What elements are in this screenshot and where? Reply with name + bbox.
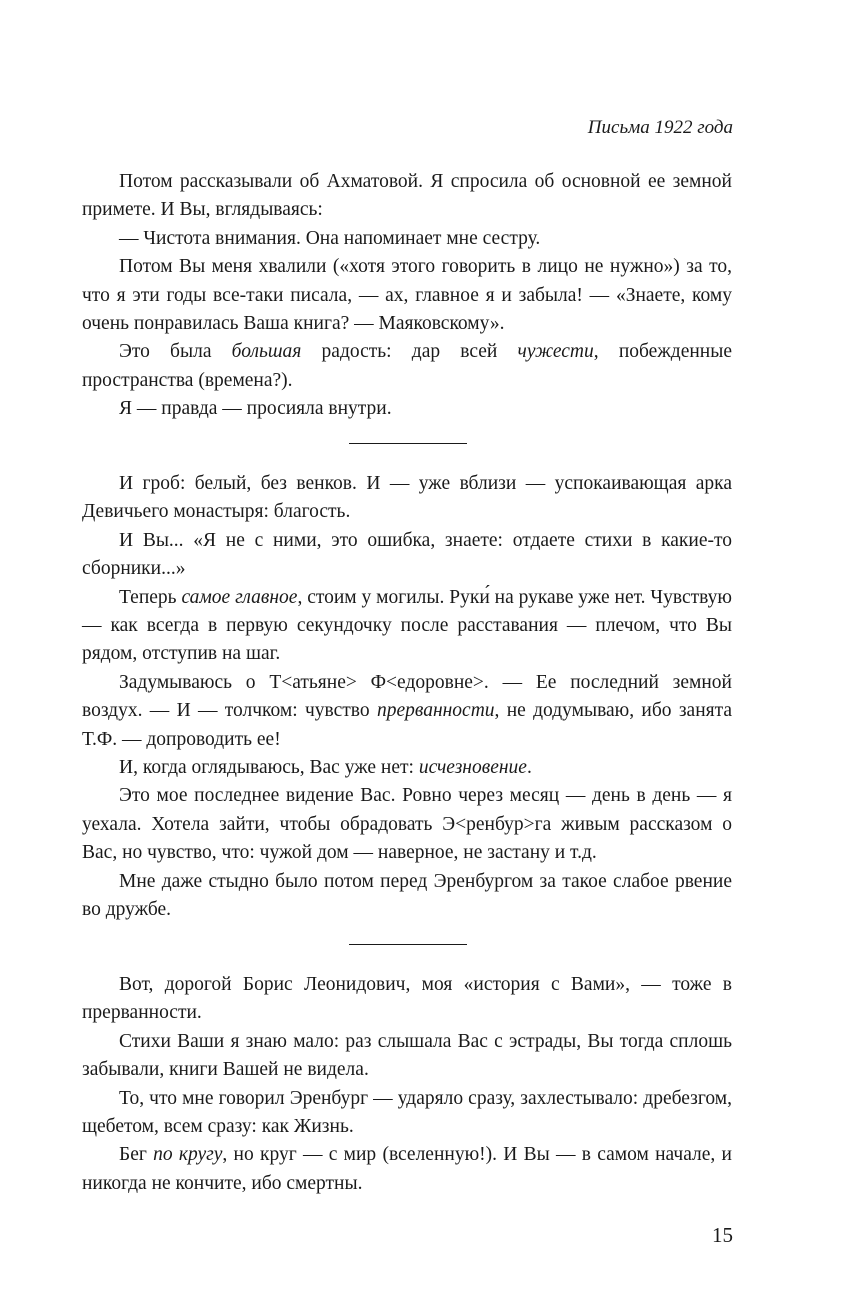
text-section-3 [82, 971, 732, 1198]
paragraph: Потом рассказывали об Ахматовой. Я спросила об основной ее земной примете. И Вы, вглядываясь: [82, 171, 732, 221]
text-run: , не додумываю, ибо занята Т.Ф. — допроводить ее! [82, 700, 733, 750]
paragraph: Я — правда — просияла внутри. [119, 398, 392, 420]
text-run: Задумываюсь о Т<атьяне> Ф<едоровне>. — Ее последний земной воздух. — И — толчком: чувство [82, 671, 732, 722]
page-number: 15 [712, 1223, 733, 1247]
emphasis: самое главное [181, 586, 298, 608]
paragraph [82, 669, 732, 754]
paragraph: Мне даже стыдно было потом перед Эренбургом за такое слабое рвение во дружбе. [82, 870, 732, 921]
paragraph: Стихи Ваши я знаю мало: раз слышала Вас с эстрады, Вы тогда сплошь забывали, книги Вашей не видела. [82, 1030, 732, 1081]
paragraph: Вот, дорогой Борис Леонидович, моя «история с Вами», — тоже в прерванности. [82, 974, 732, 1024]
text-run: радость: дар всей [301, 341, 518, 363]
text-run: , побежденные пространства (времена?). [82, 341, 732, 391]
text-section-2 [82, 470, 732, 925]
text-run: , но круг — с мир (вселенную!). И Вы — в самом начале, и никогда не кончите, ибо смертны. [82, 1144, 732, 1194]
text-section-1 [82, 168, 732, 424]
paragraph [82, 754, 732, 782]
section-divider [349, 443, 467, 444]
paragraph: — Чистота внимания. Она напоминает мне сестру. [119, 227, 541, 249]
text-run: Это была [119, 341, 232, 363]
paragraph: И гроб: белый, без венков. И — уже вблизи — успокаивающая арка Девичьего монастыря: благость. [82, 473, 732, 523]
emphasis: исчезновение [418, 757, 527, 779]
paragraph [82, 584, 732, 669]
emphasis: прерванности [376, 700, 495, 722]
paragraph [82, 338, 732, 395]
paragraph [82, 1141, 732, 1198]
running-head: Письма 1922 года [587, 117, 733, 138]
emphasis: по кругу [153, 1144, 223, 1166]
emphasis: чужести [517, 341, 594, 363]
paragraph: Потом Вы меня хвалили («хотя этого говорить в лицо не нужно») за то, что я эти годы все-таки писала, — ах, главное я и забыла! — «Знаете, кому очень понравилась Ваша книга? — Маяковскому». [82, 256, 732, 335]
text-run: , стоим у могилы. Руки́ на рукаве уже нет. Чувствую — как всегда в первую секундочку после расставания — плечом, что Вы рядом, отступив на шаг. [82, 586, 732, 665]
section-divider [349, 944, 467, 945]
emphasis: большая [231, 341, 302, 363]
text-run: И, когда оглядываюсь, Вас уже нет: [119, 757, 419, 779]
text-run: . [526, 757, 532, 779]
text-run: Теперь [119, 586, 182, 608]
paragraph: Это мое последнее видение Вас. Ровно через месяц — день в день — я уехала. Хотела зайти, чтобы обрадовать Э<ренбур>га живым рассказом о Вас, но чувство, что: чужой дом — наверное, не застану и т.д. [82, 785, 732, 864]
text-run: Бег [119, 1144, 154, 1166]
paragraph: То, что мне говорил Эренбург — ударяло сразу, захлестывало: дребезгом, щебетом, всем сразу: как Жизнь. [82, 1087, 732, 1138]
paragraph: И Вы... «Я не с ними, это ошибка, знаете: отдаете стихи в какие-то сборники...» [82, 529, 732, 580]
